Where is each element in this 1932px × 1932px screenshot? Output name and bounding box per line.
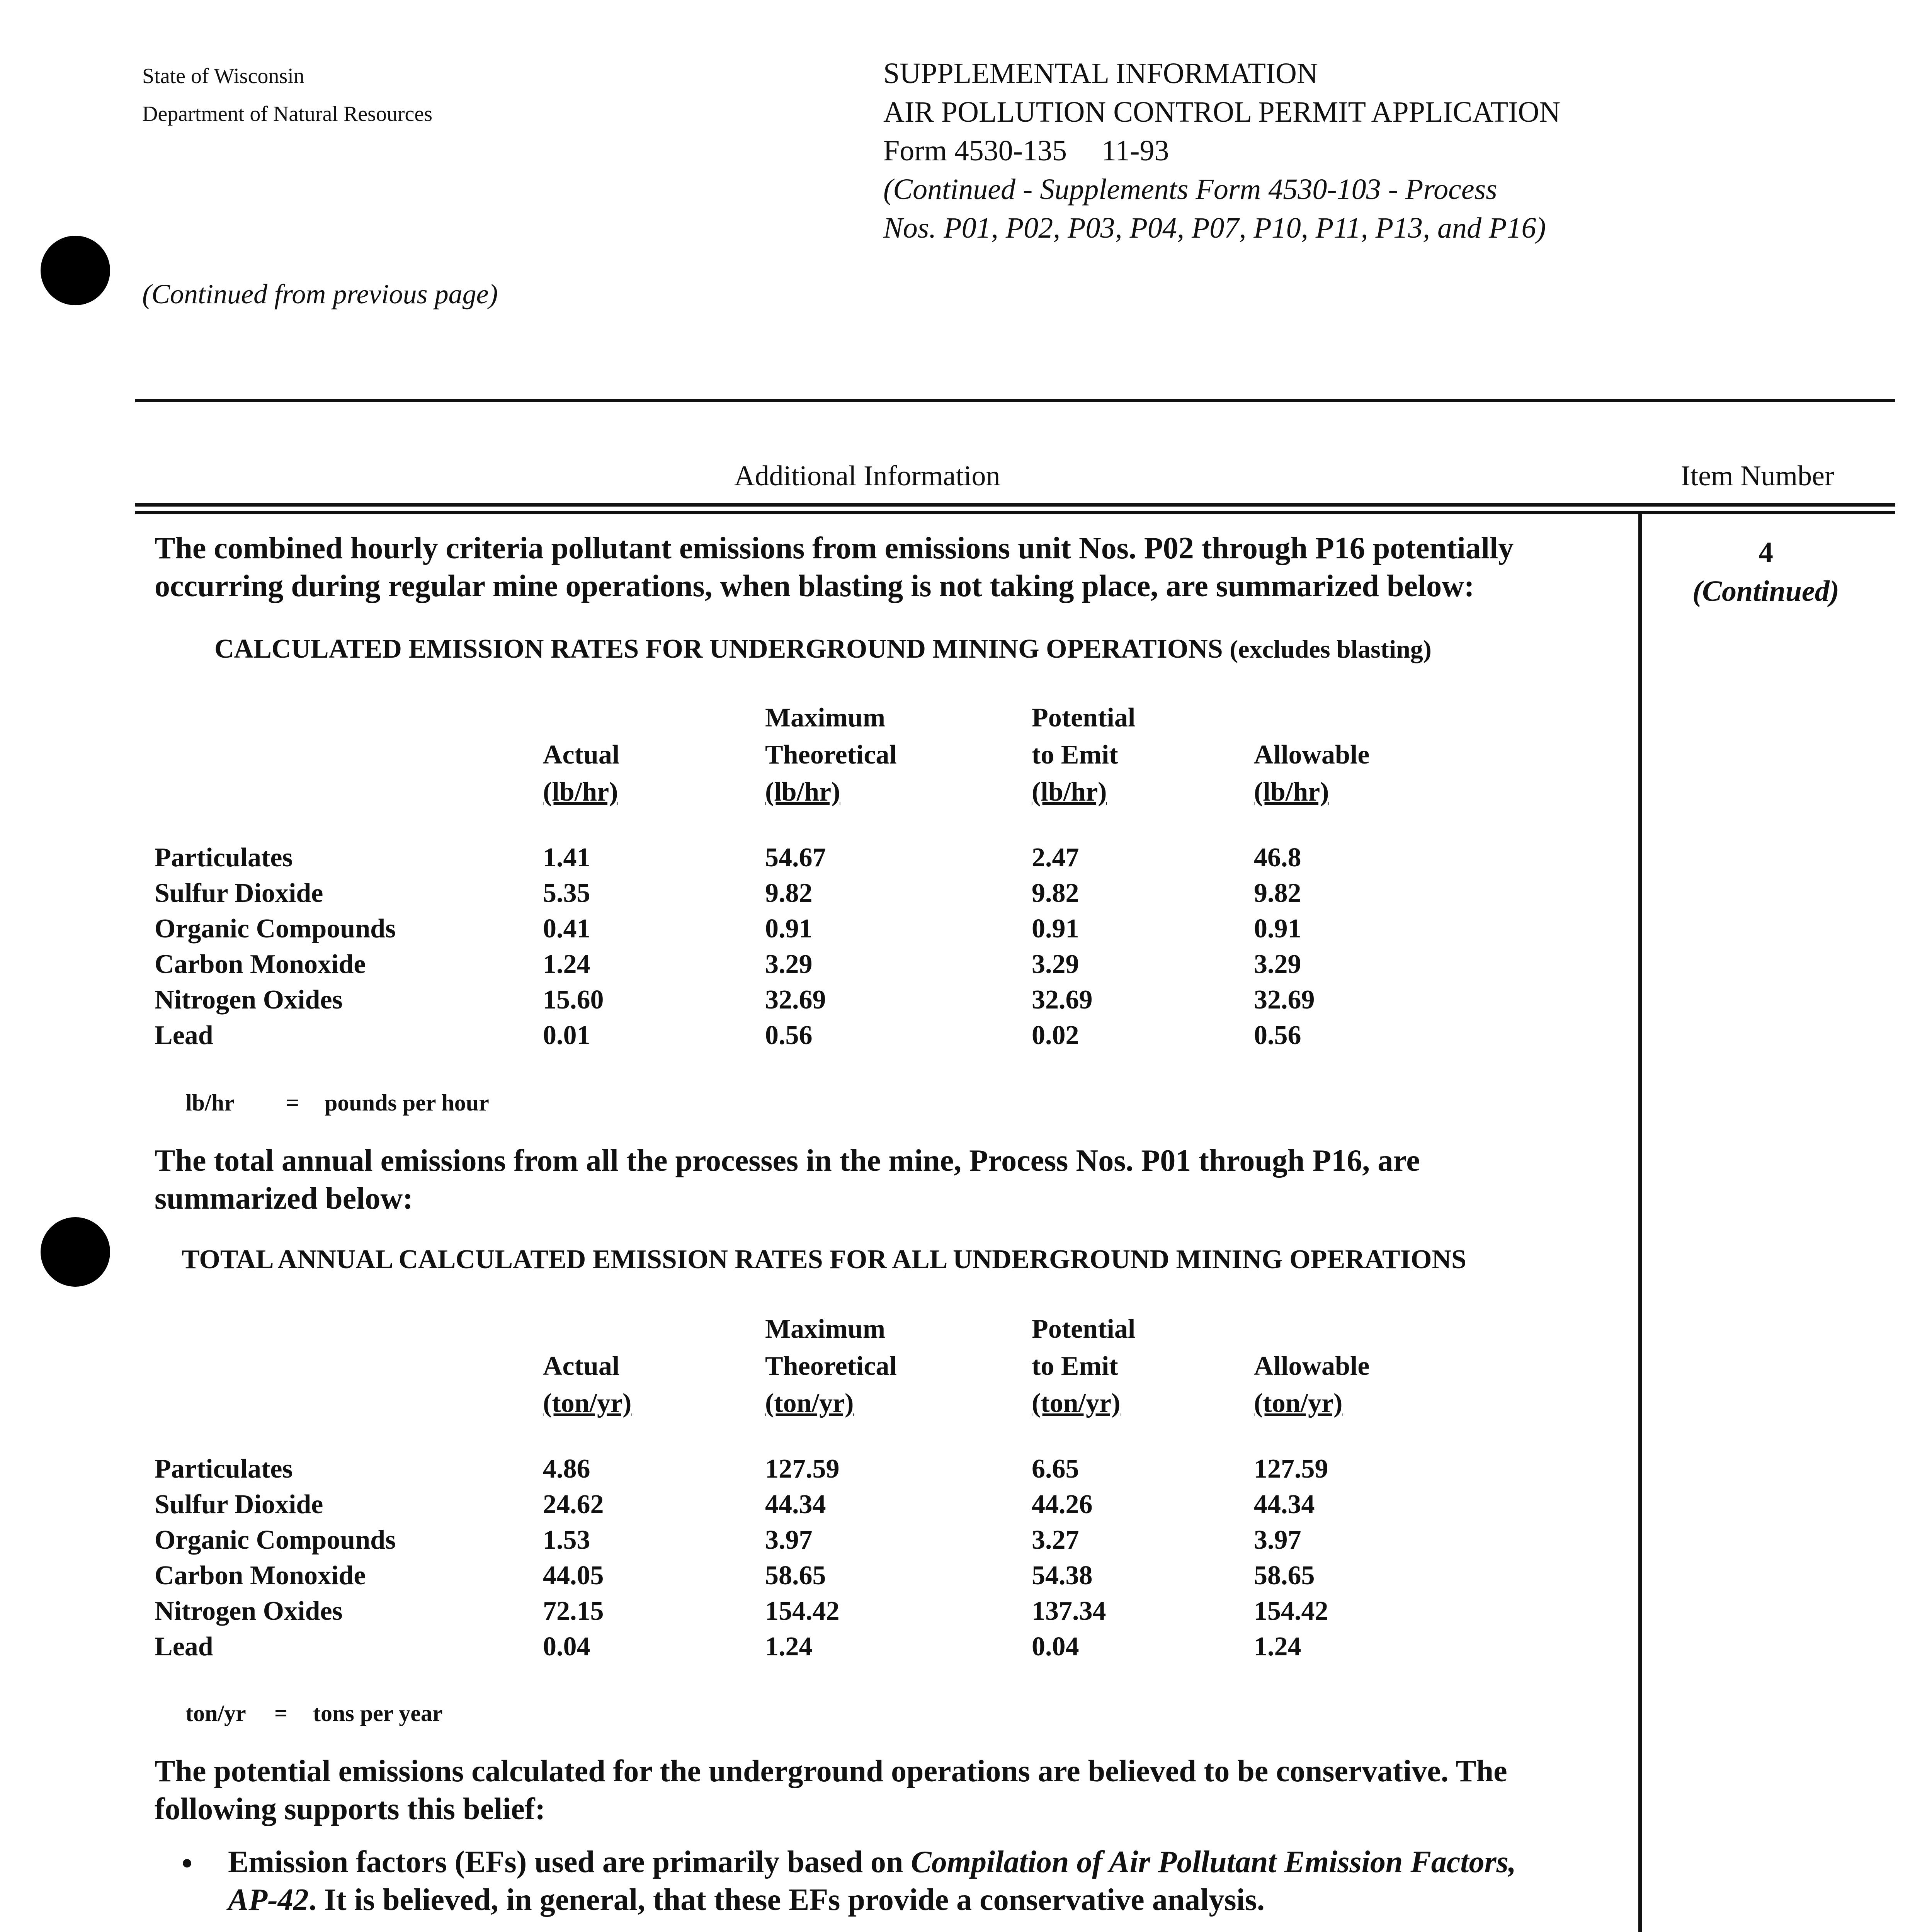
form-header	[883, 54, 1560, 247]
header-line: Allowable	[1254, 740, 1370, 770]
form-id-line	[883, 131, 1560, 170]
value-pte: 0.04	[1032, 1632, 1079, 1662]
value-pte: 0.91	[1032, 914, 1079, 944]
intro1-line: The combined hourly criteria pollutant emissions from emissions unit Nos. P02 through P16 potentially	[155, 531, 1514, 565]
table1-header-max	[765, 699, 897, 811]
value-actual: 0.04	[543, 1632, 590, 1662]
value-max: 58.65	[765, 1561, 826, 1590]
header-line: Potential	[1032, 1314, 1136, 1344]
pollutant-label: Organic Compounds	[155, 1525, 396, 1555]
bullet1-text: Emission factors (EFs) used are primarily based on	[228, 1845, 911, 1879]
header-rule-upper	[135, 503, 1895, 507]
form-process-nos: Nos. P01, P02, P03, P04, P07, P10, P11, P13, and P16)	[883, 212, 1546, 244]
value-max: 0.91	[765, 914, 813, 944]
value-max: 0.56	[765, 1020, 813, 1050]
header-line: Maximum	[765, 703, 886, 733]
table1-header-allowable	[1254, 699, 1369, 811]
value-allowable: 44.34	[1254, 1490, 1315, 1519]
pollutant-label: Lead	[155, 1020, 213, 1050]
table1-header-pte	[1032, 699, 1135, 811]
pollutant-label: Sulfur Dioxide	[155, 1490, 323, 1519]
form-title: SUPPLEMENTAL INFORMATION	[883, 57, 1318, 90]
continued-from-note: (Continued from previous page)	[142, 279, 498, 310]
header-line: Theoretical	[765, 1351, 897, 1381]
header-unit: (lb/hr)	[543, 777, 618, 807]
value-pte: 3.27	[1032, 1525, 1079, 1555]
bullet-item-1	[228, 1843, 1634, 1919]
pollutant-label: Carbon Monoxide	[155, 949, 366, 979]
table2-header-actual	[543, 1311, 631, 1422]
value-pte: 0.02	[1032, 1020, 1079, 1050]
pollutant-label: Organic Compounds	[155, 914, 396, 944]
table1-title-text: CALCULATED EMISSION RATES FOR UNDERGROUND MINING OPERATIONS	[214, 634, 1223, 664]
header-line: Theoretical	[765, 740, 897, 770]
table1-title-note: (excludes blasting)	[1230, 635, 1432, 663]
value-allowable: 9.82	[1254, 878, 1301, 908]
conclusion-line: following supports this belief:	[155, 1792, 546, 1826]
value-actual: 44.05	[543, 1561, 604, 1590]
conclusion-line: The potential emissions calculated for the underground operations are believed to be conservative. The	[155, 1754, 1507, 1788]
form-subtitle: AIR POLLUTION CONTROL PERMIT APPLICATION	[883, 96, 1561, 128]
conclusion-paragraph	[155, 1752, 1631, 1828]
pollutant-label: Carbon Monoxide	[155, 1561, 366, 1590]
bullet-marker: •	[182, 1847, 193, 1881]
value-max: 1.24	[765, 1632, 813, 1662]
agency-block	[142, 57, 432, 133]
value-max: 3.29	[765, 949, 813, 979]
header-unit: (lb/hr)	[765, 777, 840, 807]
header-line: Allowable	[1254, 1351, 1370, 1381]
column-header-additional-info: Additional Information	[734, 460, 1000, 492]
value-actual: 5.35	[543, 878, 590, 908]
header-line: to Emit	[1032, 1351, 1118, 1381]
header-rule-lower	[135, 511, 1895, 514]
header-line	[1254, 1311, 1369, 1348]
item-number-cell	[1665, 533, 1866, 611]
unit-equals: =	[286, 1090, 299, 1116]
value-pte: 6.65	[1032, 1454, 1079, 1484]
table2-title: TOTAL ANNUAL CALCULATED EMISSION RATES FOR ALL UNDERGROUND MINING OPERATIONS	[182, 1245, 1466, 1274]
pollutant-label: Particulates	[155, 1454, 293, 1484]
header-line	[543, 699, 619, 736]
value-actual: 0.01	[543, 1020, 590, 1050]
header-line	[543, 1311, 631, 1348]
column-divider	[1638, 511, 1642, 1932]
header-unit: (ton/yr)	[1032, 1388, 1121, 1418]
value-actual: 0.41	[543, 914, 590, 944]
item-number: 4	[1759, 536, 1773, 569]
value-actual: 1.53	[543, 1525, 590, 1555]
intro-paragraph-1	[155, 529, 1631, 605]
bullet1-text-end: . It is believed, in general, that these EFs provide a conservative analysis.	[308, 1883, 1265, 1917]
value-pte: 137.34	[1032, 1596, 1106, 1626]
pollutant-label: Nitrogen Oxides	[155, 985, 343, 1015]
header-unit: (ton/yr)	[543, 1388, 632, 1418]
bullet1-citation-code: AP-42	[228, 1883, 309, 1917]
header-line: to Emit	[1032, 740, 1118, 770]
intro2-line: summarized below:	[155, 1182, 413, 1216]
unit-equals: =	[274, 1701, 288, 1726]
pollutant-label: Sulfur Dioxide	[155, 878, 323, 908]
value-pte: 44.26	[1032, 1490, 1093, 1519]
unit-abbrev: ton/yr	[185, 1701, 246, 1726]
value-actual: 15.60	[543, 985, 604, 1015]
item-status: (Continued)	[1692, 575, 1840, 607]
value-pte: 9.82	[1032, 878, 1079, 908]
header-unit: (lb/hr)	[1032, 777, 1107, 807]
value-max: 32.69	[765, 985, 826, 1015]
intro1-line: occurring during regular mine operations, when blasting is not taking place, are summarized below:	[155, 569, 1475, 603]
table2-header-max	[765, 1311, 897, 1422]
unit-abbrev: lb/hr	[185, 1090, 235, 1116]
value-allowable: 32.69	[1254, 985, 1315, 1015]
value-actual: 1.41	[543, 843, 590, 872]
punch-hole	[41, 236, 110, 305]
table1-header-actual	[543, 699, 619, 811]
value-max: 3.97	[765, 1525, 813, 1555]
form-supplements-line: (Continued - Supplements Form 4530-103 - Process	[883, 173, 1497, 206]
unit-definition: pounds per hour	[325, 1090, 489, 1116]
value-actual: 24.62	[543, 1490, 604, 1519]
value-max: 127.59	[765, 1454, 840, 1484]
value-allowable: 3.97	[1254, 1525, 1301, 1555]
value-actual: 4.86	[543, 1454, 590, 1484]
header-line: Maximum	[765, 1314, 886, 1344]
value-allowable: 127.59	[1254, 1454, 1328, 1484]
top-rule	[135, 399, 1895, 402]
value-pte: 2.47	[1032, 843, 1079, 872]
value-max: 9.82	[765, 878, 813, 908]
unit-definition: tons per year	[313, 1701, 443, 1726]
intro-paragraph-2	[155, 1142, 1631, 1218]
value-actual: 72.15	[543, 1596, 604, 1626]
bullet1-citation: Compilation of Air Pollutant Emission Factors,	[911, 1845, 1516, 1879]
column-header-item-number: Item Number	[1681, 460, 1834, 492]
value-allowable: 1.24	[1254, 1632, 1301, 1662]
header-unit: (ton/yr)	[765, 1388, 854, 1418]
header-line: Potential	[1032, 703, 1136, 733]
table2-header-allowable	[1254, 1311, 1369, 1422]
value-allowable: 58.65	[1254, 1561, 1315, 1590]
value-max: 44.34	[765, 1490, 826, 1519]
pollutant-label: Nitrogen Oxides	[155, 1596, 343, 1626]
value-actual: 1.24	[543, 949, 590, 979]
pollutant-label: Particulates	[155, 843, 293, 872]
header-unit: (ton/yr)	[1254, 1388, 1343, 1418]
agency-state: State of Wisconsin	[142, 64, 304, 88]
punch-hole	[41, 1217, 110, 1287]
pollutant-label: Lead	[155, 1632, 213, 1662]
header-unit: (lb/hr)	[1254, 777, 1329, 807]
form-number: Form 4530-135	[883, 134, 1067, 167]
table2-header-pte	[1032, 1311, 1135, 1422]
value-allowable: 0.56	[1254, 1020, 1301, 1050]
value-pte: 3.29	[1032, 949, 1079, 979]
value-pte: 54.38	[1032, 1561, 1093, 1590]
table1-title	[214, 634, 1432, 665]
value-max: 54.67	[765, 843, 826, 872]
value-allowable: 46.8	[1254, 843, 1301, 872]
agency-department: Department of Natural Resources	[142, 102, 433, 126]
form-date: 11-93	[1102, 134, 1169, 167]
header-line: Actual	[543, 1351, 620, 1381]
value-max: 154.42	[765, 1596, 840, 1626]
value-allowable: 154.42	[1254, 1596, 1328, 1626]
value-pte: 32.69	[1032, 985, 1093, 1015]
header-line: Actual	[543, 740, 620, 770]
header-line	[1254, 699, 1369, 736]
intro2-line: The total annual emissions from all the processes in the mine, Process Nos. P01 through P16, are	[155, 1144, 1420, 1178]
value-allowable: 3.29	[1254, 949, 1301, 979]
value-allowable: 0.91	[1254, 914, 1301, 944]
